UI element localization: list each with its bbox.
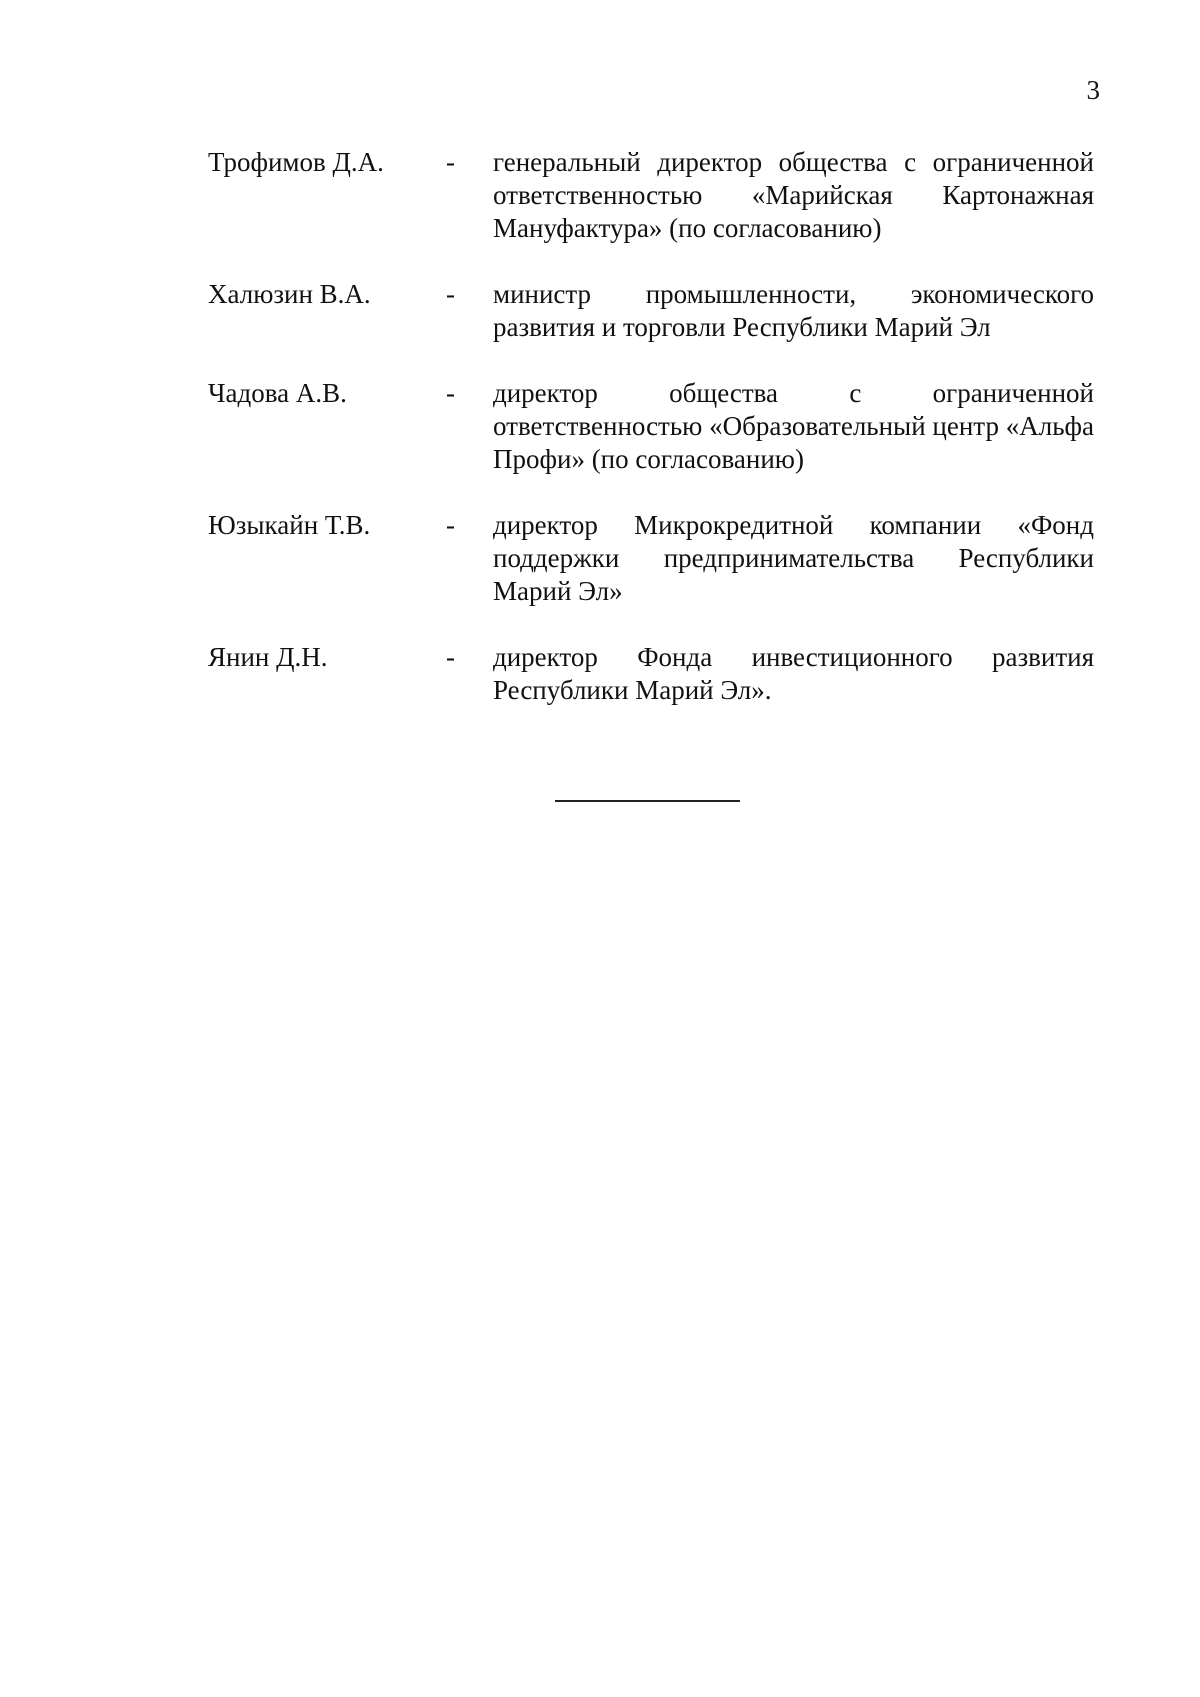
list-item: [208, 641, 1094, 707]
list-item: [208, 509, 1094, 608]
separator-dash: -: [446, 279, 455, 309]
end-of-list-divider: [555, 800, 740, 802]
member-position: директор Фонда инвестиционного развития Республики Марий Эл».: [493, 642, 1094, 705]
separator-dash: -: [446, 378, 455, 408]
separator-dash: -: [446, 642, 455, 672]
list-item: [208, 146, 1094, 245]
member-name: Юзыкайн Т.В.: [208, 510, 371, 540]
member-position: министр промышленности, экономического развития и торговли Республики Марий Эл: [493, 279, 1094, 342]
member-name: Чадова А.В.: [208, 378, 347, 408]
member-position: директор общества с ограниченной ответственностью «Образовательный центр «Альфа Профи» (по согласованию): [493, 378, 1094, 474]
member-list: [208, 146, 1094, 740]
separator-dash: -: [446, 510, 455, 540]
list-item: [208, 377, 1094, 476]
member-name: Янин Д.Н.: [208, 642, 328, 672]
list-item: [208, 278, 1094, 344]
member-position: директор Микрокредитной компании «Фонд поддержки предпринимательства Республики Марий Эл»: [493, 510, 1094, 606]
member-name: Халюзин В.А.: [208, 279, 371, 309]
member-name: Трофимов Д.А.: [208, 147, 384, 177]
separator-dash: -: [446, 147, 455, 177]
member-position: генеральный директор общества с ограниченной ответственностью «Марийская Картонажная Мануфактура» (по согласованию): [493, 147, 1094, 243]
page-number: 3: [1086, 75, 1100, 105]
